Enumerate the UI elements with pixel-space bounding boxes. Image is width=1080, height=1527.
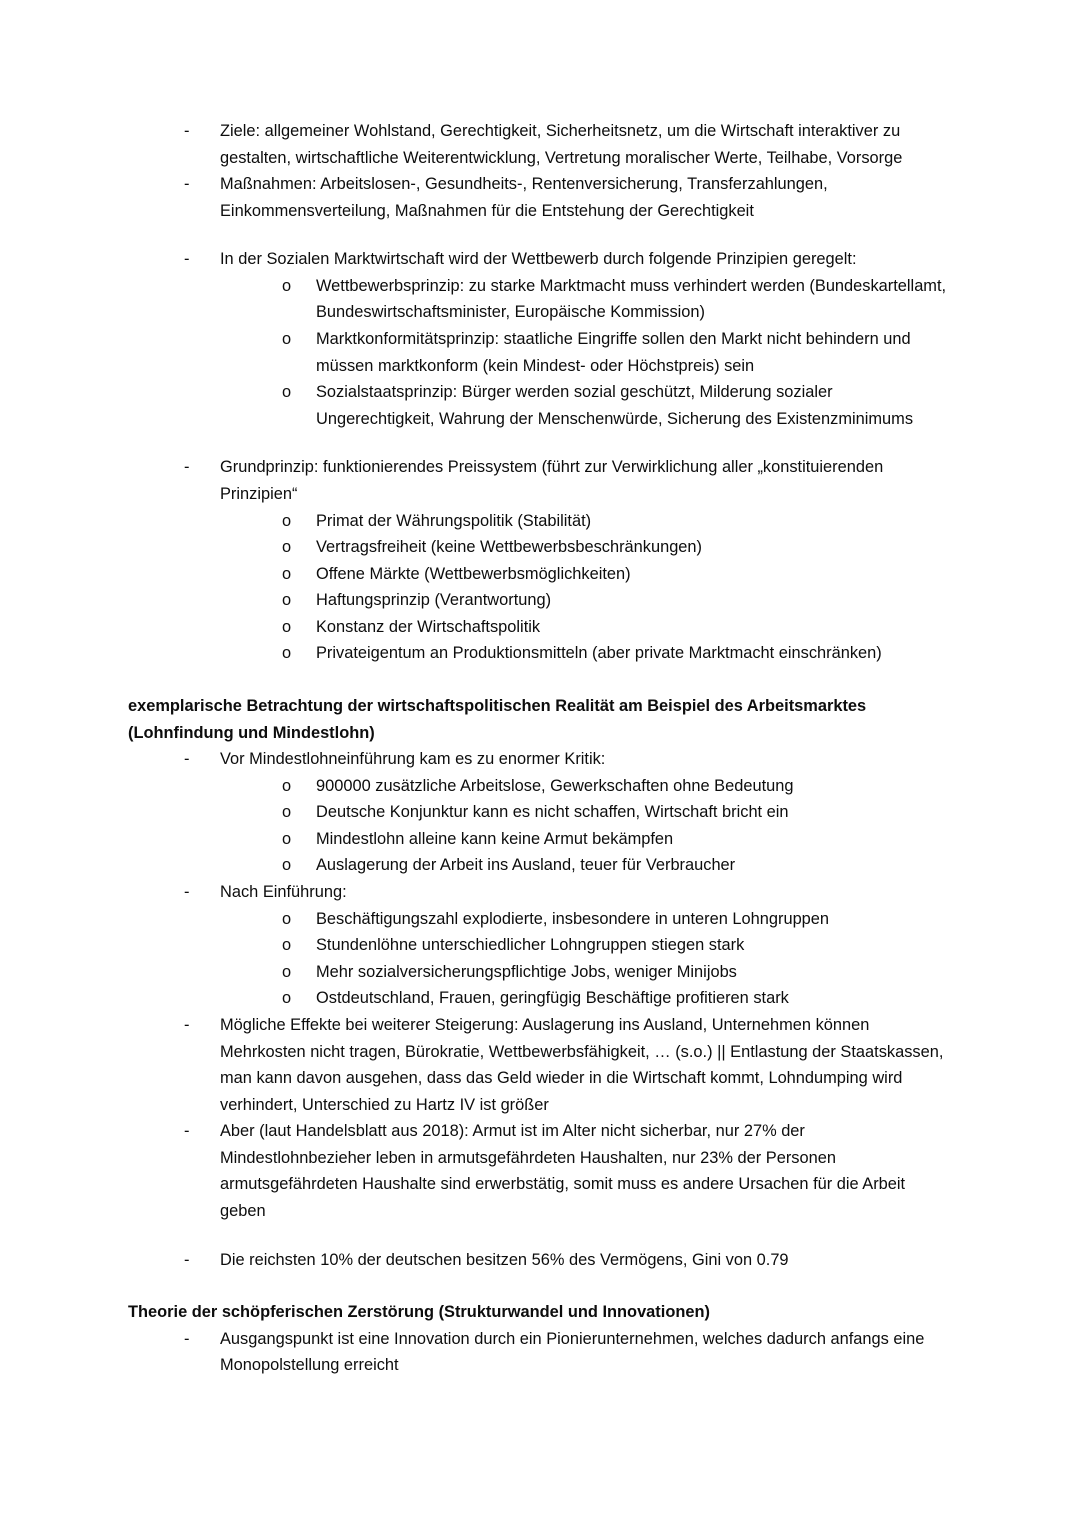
list-item-text: In der Sozialen Marktwirtschaft wird der Wettbewerb durch folgende Prinzipien geregelt: [220, 250, 857, 269]
sub-bullet-list [220, 273, 952, 432]
sub-list-item [251, 640, 952, 667]
list-item [156, 454, 952, 667]
sub-list-item-text: Wettbewerbsprinzip: zu starke Marktmacht muss verhindert werden (Bundeskartellamt, Bundeswirtschaftsminister, Europäische Kommission) [316, 276, 947, 322]
dash-bullet-icon: - [184, 1329, 190, 1348]
dash-bullet-icon: - [184, 175, 190, 194]
sub-list-item [251, 826, 952, 853]
circle-bullet-icon: o [282, 962, 292, 981]
sub-list-item-text: Beschäftigungszahl explodierte, insbesondere in unteren Lohngruppen [316, 909, 830, 928]
dash-bullet-icon: - [184, 1122, 190, 1141]
sub-list-item-text: Haftungsprinzip (Verantwortung) [316, 591, 552, 610]
paragraph-spacer [128, 224, 952, 246]
sub-list-item [251, 587, 952, 614]
sub-list-item [251, 932, 952, 959]
circle-bullet-icon: o [282, 644, 292, 663]
sub-list-item-text: Mehr sozialversicherungspflichtige Jobs, weniger Minijobs [316, 962, 737, 981]
sub-list-item-text: Deutsche Konjunktur kann es nicht schaffen, Wirtschaft bricht ein [316, 803, 789, 822]
list-item-text: Die reichsten 10% der deutschen besitzen 56% des Vermögens, Gini von 0.79 [220, 1250, 789, 1269]
circle-bullet-icon: o [282, 330, 292, 349]
circle-bullet-icon: o [282, 276, 292, 295]
dash-bullet-icon: - [184, 750, 190, 769]
dash-bullet-icon: - [184, 250, 190, 269]
paragraph-spacer [128, 432, 952, 454]
document-body [128, 118, 952, 1379]
sub-list-item-text: Marktkonformitätsprinzip: staatliche Eingriffe sollen den Markt nicht behindern und müssen marktkonform (kein Mindest- oder Höchstpreis) sein [316, 330, 911, 375]
bullet-list [128, 746, 952, 1224]
sub-list-item [251, 773, 952, 800]
sub-list-item-text: Ostdeutschland, Frauen, geringfügig Beschäftige profitieren stark [316, 989, 789, 1008]
sub-list-item [251, 273, 952, 326]
sub-list-item [251, 959, 952, 986]
list-item [156, 1247, 952, 1274]
list-item-text: Ziele: allgemeiner Wohlstand, Gerechtigkeit, Sicherheitsnetz, um die Wirtschaft interaktiver zu gestalten, wirtschaftliche Weiterentwicklung, Vertretung moralischer Werte, Teilhabe, Vorsorge [220, 122, 903, 167]
dash-bullet-icon: - [184, 458, 190, 477]
list-item-text: Aber (laut Handelsblatt aus 2018): Armut ist im Alter nicht sicherbar, nur 27% der Mindestlohnbezieher leben in armutsgefährdeten Haushalten, nur 23% der Personen armutsgefährdeten Haushalte sind erwerbstätig, somit muss es andere Ursachen für die Arbeit geben [220, 1122, 906, 1220]
sub-list-item-text: Konstanz der Wirtschaftspolitik [316, 617, 541, 636]
sub-list-item [251, 985, 952, 1012]
sub-list-item [251, 614, 952, 641]
list-item [156, 1012, 952, 1118]
sub-list-item [251, 799, 952, 826]
circle-bullet-icon: o [282, 776, 292, 795]
sub-list-item-text: Vertragsfreiheit (keine Wettbewerbsbeschränkungen) [316, 538, 702, 557]
sub-list-item [251, 561, 952, 588]
circle-bullet-icon: o [282, 989, 292, 1008]
section-heading-text: Theorie der schöpferischen Zerstörung (Strukturwandel und Innovationen) [128, 1303, 710, 1322]
circle-bullet-icon: o [282, 511, 292, 530]
list-item-text: Mögliche Effekte bei weiterer Steigerung: Auslagerung ins Ausland, Unternehmen können Mehrkosten nicht tragen, Bürokratie, Wettbewerbsfähigkeit, … (s.o.) || Entlastung der Staatskassen, man kann davon ausgehen, dass das Geld wieder in die Wirtschaft kommt, Lohndumping wird verhindert, Unterschied zu Hartz IV ist größer [220, 1015, 944, 1114]
section-heading [128, 1299, 952, 1326]
list-item-text: Grundprinzip: funktionierendes Preissystem (führt zur Verwirklichung aller „konstituierenden Prinzipien“ [220, 458, 884, 503]
list-item [156, 879, 952, 1012]
sub-list-item-text: Stundenlöhne unterschiedlicher Lohngruppen stiegen stark [316, 936, 745, 955]
sub-list-item [251, 326, 952, 379]
circle-bullet-icon: o [282, 383, 292, 402]
sub-list-item-text: Sozialstaatsprinzip: Bürger werden sozial geschützt, Milderung sozialer Ungerechtigkeit, Wahrung der Menschenwürde, Sicherung des Existenzminimums [316, 383, 914, 428]
dash-bullet-icon: - [184, 883, 190, 902]
sub-bullet-list [220, 773, 952, 879]
list-item [156, 246, 952, 432]
circle-bullet-icon: o [282, 617, 292, 636]
circle-bullet-icon: o [282, 829, 292, 848]
list-item [156, 118, 952, 171]
circle-bullet-icon: o [282, 538, 292, 557]
bullet-list [128, 246, 952, 432]
sub-list-item-text: Privateigentum an Produktionsmitteln (aber private Marktmacht einschränken) [316, 644, 882, 663]
dash-bullet-icon: - [184, 1250, 190, 1269]
sub-list-item-text: Primat der Währungspolitik (Stabilität) [316, 511, 592, 530]
list-item-text: Nach Einführung: [220, 883, 347, 902]
sub-list-item [251, 508, 952, 535]
list-item [156, 746, 952, 879]
list-item [156, 1118, 952, 1224]
sub-list-item [251, 379, 952, 432]
list-item [156, 171, 952, 224]
circle-bullet-icon: o [282, 936, 292, 955]
list-item [156, 1326, 952, 1379]
sub-list-item-text: 900000 zusätzliche Arbeitslose, Gewerkschaften ohne Bedeutung [316, 776, 794, 795]
sub-list-item-text: Auslagerung der Arbeit ins Ausland, teuer für Verbraucher [316, 856, 736, 875]
sub-list-item [251, 534, 952, 561]
dash-bullet-icon: - [184, 1015, 190, 1034]
sub-list-item [251, 906, 952, 933]
circle-bullet-icon: o [282, 803, 292, 822]
dash-bullet-icon: - [184, 122, 190, 140]
sub-bullet-list [220, 508, 952, 667]
section-heading-text: exemplarische Betrachtung der wirtschaftspolitischen Realität am Beispiel des Arbeitsmarktes (Lohnfindung und Mindestlohn) [128, 696, 867, 742]
list-item-text: Maßnahmen: Arbeitslosen-, Gesundheits-, Rentenversicherung, Transferzahlungen, Einkommensverteilung, Maßnahmen für die Entstehung der Gerechtigkeit [220, 175, 828, 220]
sub-bullet-list [220, 906, 952, 1012]
bullet-list [128, 1247, 952, 1274]
bullet-list [128, 118, 952, 224]
sub-list-item-text: Offene Märkte (Wettbewerbsmöglichkeiten) [316, 564, 631, 583]
list-item-text: Ausgangspunkt ist eine Innovation durch ein Pionierunternehmen, welches dadurch anfangs eine Monopolstellung erreicht [220, 1329, 925, 1375]
bullet-list [128, 1326, 952, 1379]
circle-bullet-icon: o [282, 564, 292, 583]
section-heading [128, 693, 952, 746]
circle-bullet-icon: o [282, 591, 292, 610]
paragraph-spacer [128, 1225, 952, 1247]
circle-bullet-icon: o [282, 856, 292, 875]
circle-bullet-icon: o [282, 909, 292, 928]
list-item-text: Vor Mindestlohneinführung kam es zu enormer Kritik: [220, 750, 606, 769]
sub-list-item [251, 852, 952, 879]
bullet-list [128, 454, 952, 667]
sub-list-item-text: Mindestlohn alleine kann keine Armut bekämpfen [316, 829, 674, 848]
